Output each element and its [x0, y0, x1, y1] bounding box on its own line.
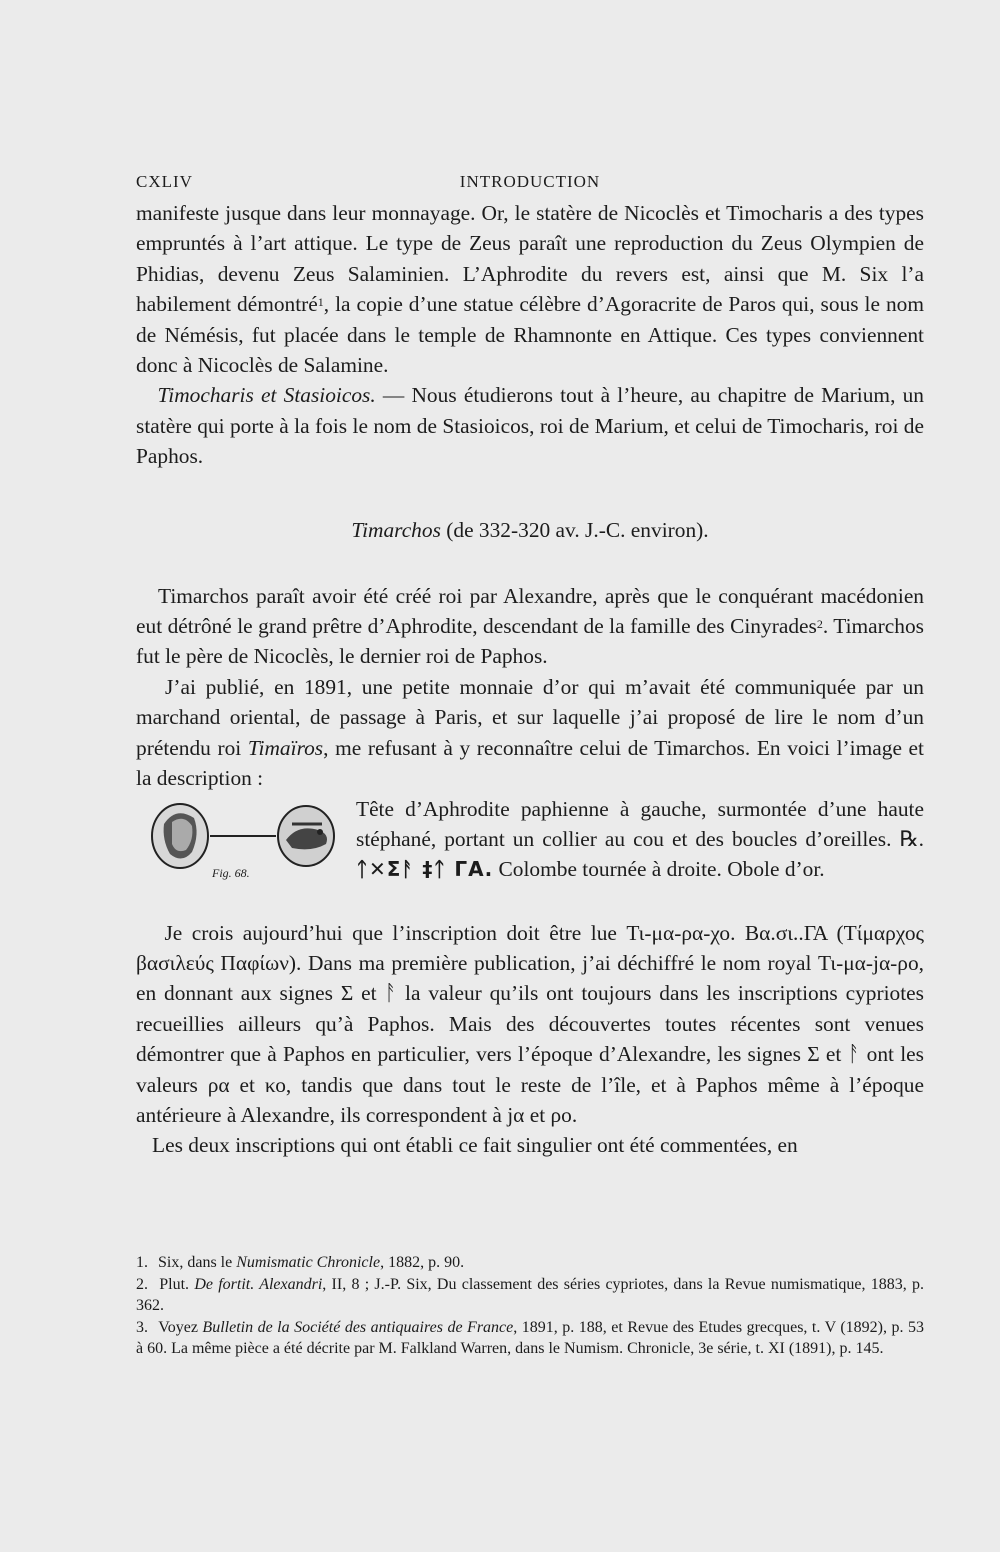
- figure-caption: Fig. 68.: [212, 865, 250, 880]
- running-header: [136, 168, 924, 198]
- paragraph-1: manifeste jusque dans leur monnayage. Or, le statère de Nicoclès et Timocharis a des types empruntés à l’art attique. Le type de Zeus paraît une reproduction du Zeus Olympien de Phidias, devenu Zeus Salaminien. L’Aphrodite du revers est, ainsi que M. Six l’a habilement démontré$^1$, la copie d’une statue célèbre d’Agoracrite de Paros qui, sous le nom de Némésis, fut placée dans le temple de Rhamnonte en Attique. Ces types conviennent donc à Nicoclès de Salamine.: [136, 201, 924, 378]
- footnote-ref-1: 1: [317, 295, 324, 310]
- footnote-2: 2. Plut. De fortit. Alexandri, II, 8 ; J.-P. Six, Du classement des séries cypriotes, dans la Revue numismatique, 1883, p. 362.: [136, 1275, 925, 1314]
- page-content: [136, 168, 924, 1161]
- cypriot-inscription: ᛏ✕Σᚨ ‡ᛏ ΓΑ.: [356, 857, 494, 882]
- running-title: INTRODUCTION: [459, 172, 601, 191]
- paragraph-2: Timocharis et Stasioicos. — Nous étudierons tout à l’heure, au chapitre de Marium, un statère qui porte à la fois le nom de Stasioicos, roi de Marium, et celui de Timocharis, roi de Paphos.: [136, 383, 924, 469]
- paragraph-5: Je crois aujourd’hui que l’inscription doit être lue Τι-μα-ρα-χο. Βα.σι..ΓΑ (Τίμαρχος βασιλεύς Παφίων). Dans ma première publication, j’ai déchiffré le nom royal Τι-μα-ϳα-ρο, en donnant aux signes Σ et ᚨ la valeur qu’ils ont toujours dans les inscriptions cypriotes recueillies ailleurs qu’à Paphos. Mais des découvertes toutes récentes sont venues démontrer que à Paphos en particulier, vers l’époque d’Alexandre, les signes Σ et ᚨ ont les valeurs ρα et κο, tandis que dans tout le reste de l’île, et à Paphos même à l’époque antérieure à Alexandre, ils correspondent à ϳα et ρο.: [136, 920, 924, 1127]
- footnote-3: 3. Voyez Bulletin de la Société des antiquaires de France, 1891, p. 188, et Revue des Etudes grecques, t. V (1892), p. 53 à 60. La même pièce a été décrite par M. Falkland Warren, dans le Numism. Chronicle, 3e série, t. XI (1891), p. 145.: [136, 1318, 925, 1357]
- footnote-1: 1. Six, dans le Numismatic Chronicle, 1882, p. 90.: [136, 1254, 465, 1271]
- footnote-ref-2: 2: [816, 617, 823, 632]
- footnotes: [136, 1252, 924, 1360]
- section-title: Timarchos (de 332-320 av. J.-C. environ).: [351, 517, 709, 542]
- paragraph-3: Timarchos paraît avoir été créé roi par Alexandre, après que le conquérant macédonien eut détrôné le grand prêtre d’Aphrodite, descendant de la famille des Cinyrades$^2$. Timarchos fut le père de Nicoclès, le dernier roi de Paphos.: [136, 583, 925, 669]
- page-number: CXLIV: [136, 172, 193, 191]
- figure-description: Tête d’Aphrodite paphienne à gauche, surmontée d’une haute stéphané, portant un collier au cou et des boucles d’oreilles. ℞. ᛏ✕Σᚨ ‡ᛏ ΓΑ. Colombe tournée à droite. Obole d’or.: [356, 796, 924, 882]
- figure-68: [136, 794, 924, 918]
- paragraph-6: Les deux inscriptions qui ont établi ce fait singulier ont été commentées, en: [152, 1133, 798, 1158]
- paragraph-4: J’ai publié, en 1891, une petite monnaie d’or qui m’avait été communiquée par un marchand oriental, de passage à Paris, et sur laquelle j’ai proposé de lire le nom d’un prétendu roi Timaïros, me refusant à y reconnaître celui de Timarchos. En voici l’image et la description :: [136, 674, 924, 791]
